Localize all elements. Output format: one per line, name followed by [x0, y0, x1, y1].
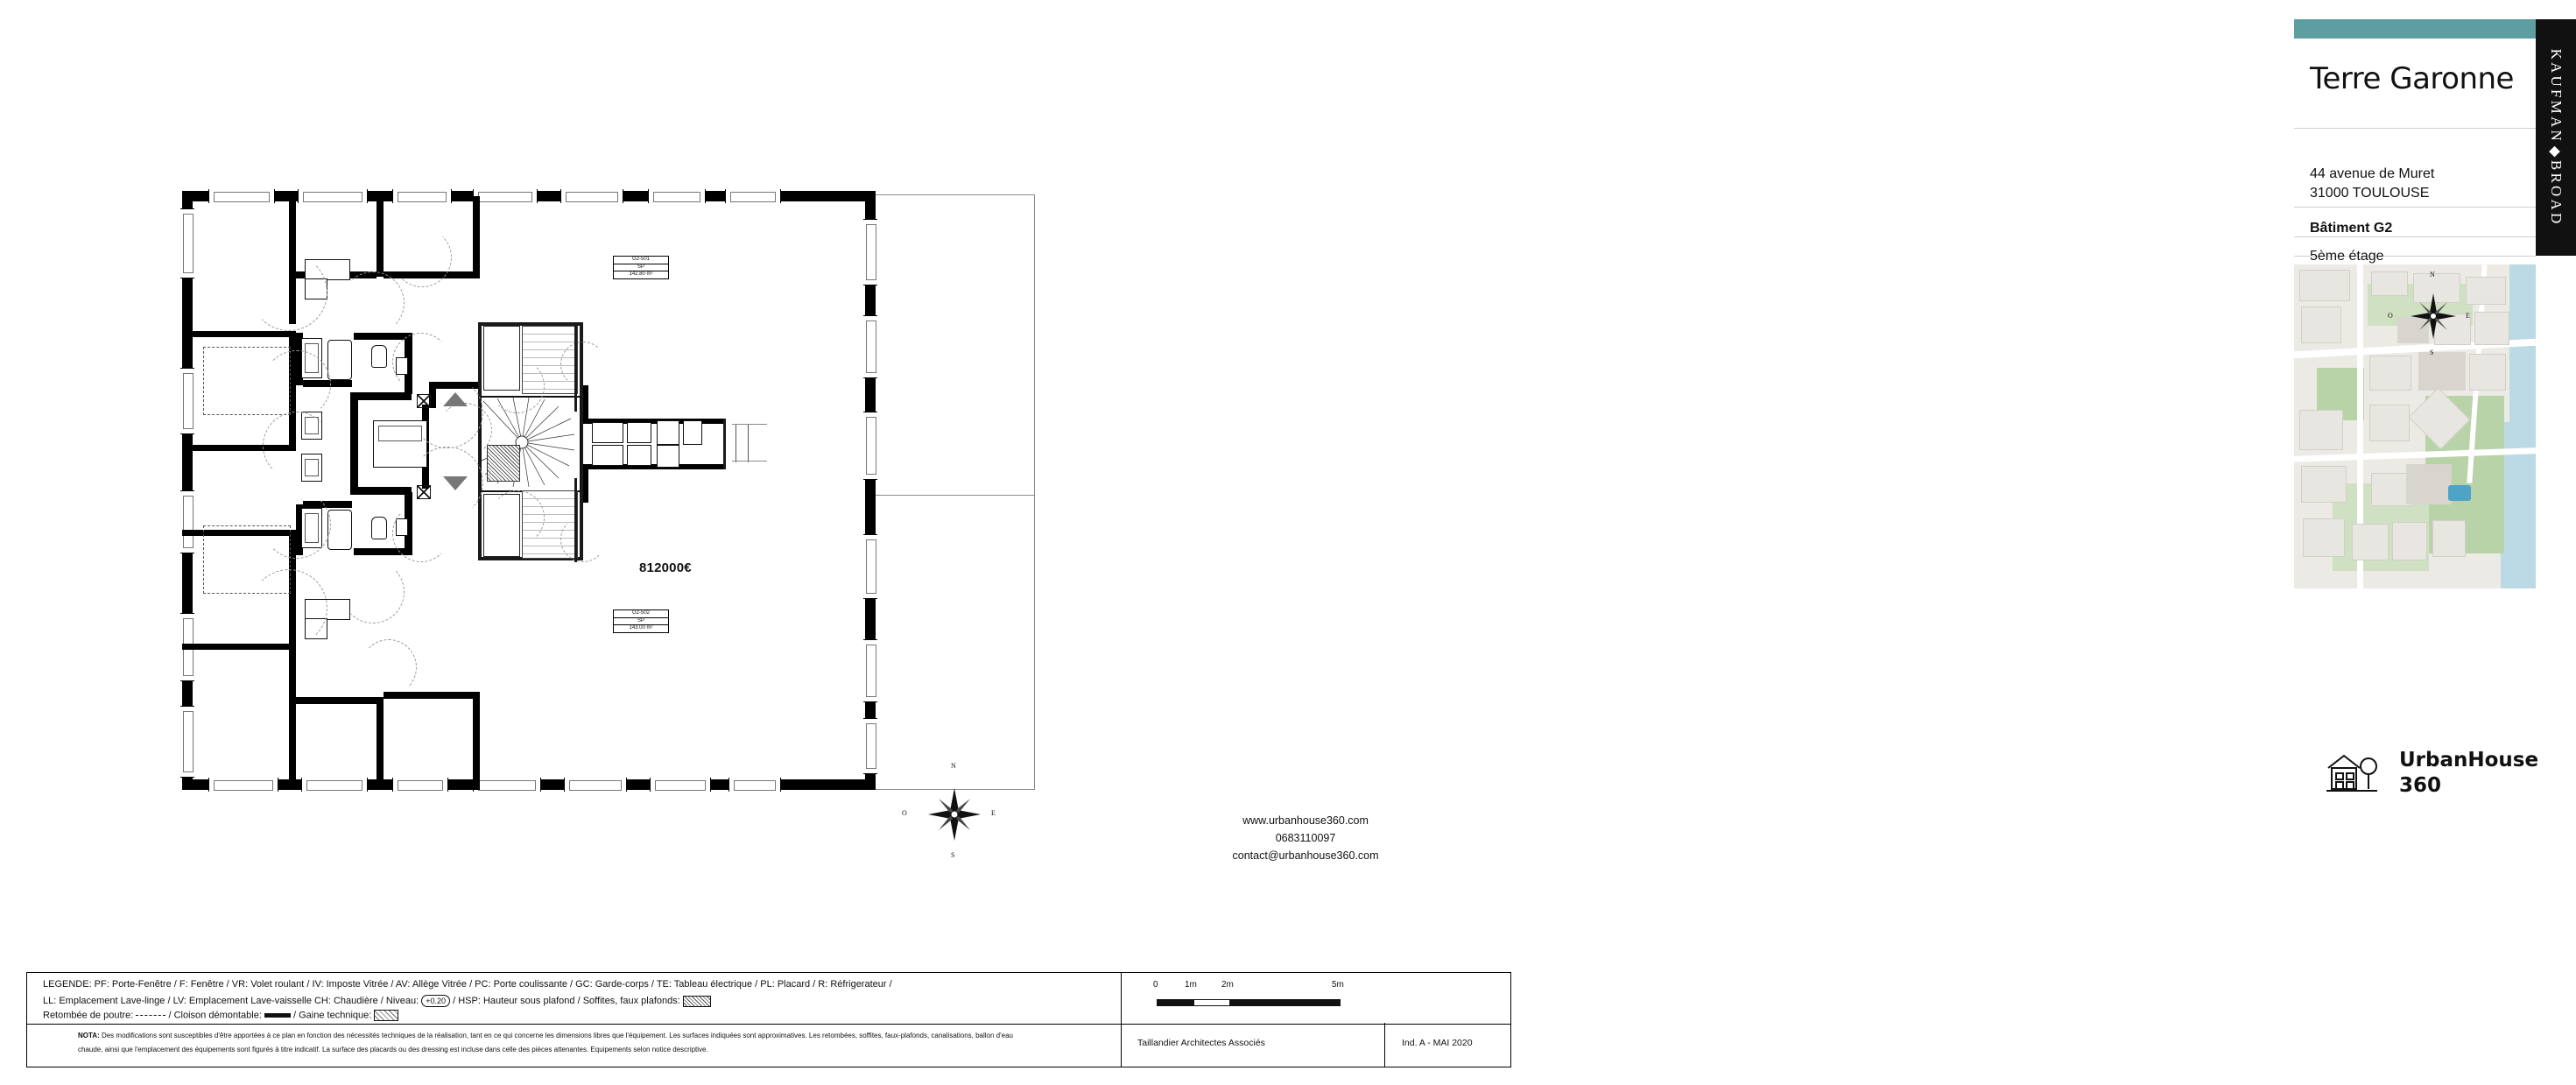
nota-label: NOTA:	[78, 1032, 100, 1039]
legend-line-2-text-b: / HSP: Hauteur sous plafond / Soffites, faux plafonds:	[453, 995, 680, 1006]
compass-icon	[911, 771, 998, 858]
sitemap-compass-rose	[2388, 271, 2471, 356]
window-frame	[866, 645, 876, 697]
partition-swatch	[264, 1013, 291, 1018]
corridor-wall	[723, 419, 726, 469]
partition	[574, 478, 577, 562]
door-swing-arc	[361, 639, 417, 695]
technical-shaft-icon	[417, 394, 431, 408]
window-frame	[655, 780, 706, 791]
map-building	[2301, 306, 2341, 343]
kaufman-broad-logo-band	[2536, 19, 2576, 256]
interior-wall	[377, 697, 384, 790]
nota-text-1: Des modifications sont susceptibles d'être apportées à ce plan en fonction des nécessités techniques de la réalisation, tant en ce qui concerne les dimensions libres que l'équipement. Les surfaces indiquées sont approximatives. Les retombées, soffites, faux-plafonds, canalisations, ballon d'eau	[99, 1032, 1014, 1039]
map-building	[2369, 356, 2411, 391]
door-swing-arc	[341, 560, 405, 624]
toilet	[371, 517, 387, 539]
partition	[574, 324, 577, 412]
core-wall	[350, 392, 358, 494]
divider	[1384, 1023, 1385, 1067]
interior-wall	[377, 196, 384, 277]
map-building	[2392, 522, 2427, 560]
legend-line-3-text-c: / Gaine technique:	[293, 1010, 372, 1021]
window-frame	[730, 192, 776, 202]
beam-dash-swatch	[136, 1015, 165, 1016]
scale-seg-3	[1230, 999, 1341, 1006]
scale-graphic	[1118, 973, 1507, 1024]
technical-duct	[657, 445, 679, 468]
duct-hatch-swatch	[374, 1010, 398, 1021]
up-arrow-icon	[443, 392, 468, 406]
window-frame	[183, 214, 194, 273]
legend-block	[26, 972, 1122, 1025]
map-building	[2301, 466, 2347, 503]
unit-type: SP	[614, 618, 668, 626]
technical-shaft-icon	[417, 485, 431, 499]
compass-west-label: O	[2388, 312, 2393, 320]
window-frame	[398, 780, 443, 791]
technical-duct	[627, 422, 651, 443]
map-pool	[2448, 485, 2471, 501]
architect-credit: Taillandier Architectes Associés	[1137, 1038, 1265, 1048]
bed-pillow	[378, 426, 422, 441]
legend-line-3	[43, 1010, 398, 1021]
corridor-wall	[583, 468, 588, 503]
duct-line	[748, 424, 749, 462]
reference-line	[865, 495, 1035, 496]
page-title: Terre Garonne	[2310, 61, 2514, 96]
shower	[327, 340, 352, 380]
corridor-wall	[583, 385, 588, 420]
unit-area: 142.80 m²	[629, 271, 653, 277]
level-badge: +0.20	[421, 995, 450, 1007]
compass-east-label: E	[2466, 312, 2470, 320]
divider	[2294, 236, 2536, 237]
interior-wall	[182, 331, 296, 337]
window-frame	[566, 192, 618, 202]
floor-label: 5ème étage	[2310, 249, 2384, 264]
core-wall	[350, 487, 412, 495]
entry-mat	[487, 445, 520, 482]
price-label: 812000€	[639, 560, 692, 575]
nota-line-1	[78, 1032, 1013, 1039]
window-frame	[569, 780, 622, 791]
compass-north-label: N	[951, 762, 956, 770]
door-swing-arc	[560, 517, 606, 562]
shower	[327, 510, 352, 550]
duct-line	[735, 424, 736, 462]
compass-south-label: S	[2430, 349, 2434, 356]
map-building	[2303, 518, 2345, 557]
technical-duct	[627, 445, 651, 466]
map-building	[2299, 270, 2350, 301]
door-swing-arc	[341, 271, 405, 335]
window-frame	[478, 780, 536, 791]
map-building	[2299, 410, 2343, 450]
map-building	[2466, 277, 2506, 305]
window-frame	[866, 417, 876, 475]
address-line-1: 44 avenue de Muret	[2310, 166, 2435, 181]
compass-east-label: E	[991, 809, 996, 817]
window-frame	[734, 780, 776, 791]
agency-suffix: 360	[2399, 774, 2442, 797]
map-building-highlight	[2406, 464, 2452, 504]
window-frame	[183, 373, 194, 429]
window-frame	[183, 496, 194, 548]
scale-tick-2m: 2m	[1221, 980, 1234, 990]
floor-plan-drawing	[0, 0, 1138, 972]
scale-tick-0: 0	[1153, 980, 1158, 990]
revision-label: Ind. A - MAI 2020	[1402, 1038, 1473, 1048]
divider	[2294, 128, 2536, 129]
down-arrow-icon	[443, 476, 468, 490]
project-info-card	[2294, 39, 2536, 264]
agency-phone[interactable]: 0683110097	[1275, 832, 1336, 844]
nota-block	[26, 1023, 1122, 1067]
window-frame	[214, 192, 270, 202]
compass-icon	[2396, 278, 2471, 354]
scale-tick-1m: 1m	[1185, 980, 1197, 990]
legend-line-2-text-a: LL: Emplacement Lave-linge / LV: Emplacement Lave-vaisselle CH: Chaudière / Niveau:	[43, 995, 419, 1006]
agency-name: UrbanHouse	[2399, 749, 2539, 771]
technical-duct	[683, 420, 702, 445]
divider	[2294, 207, 2536, 208]
technical-duct	[592, 422, 623, 443]
elevator-shaft	[483, 326, 520, 391]
legend-line-3-text-a: Retombée de poutre:	[43, 1010, 134, 1021]
unit-code: G2-502	[614, 610, 668, 618]
technical-duct	[592, 445, 623, 466]
agency-website[interactable]: www.urbanhouse360.com	[1242, 814, 1369, 827]
map-building	[2469, 354, 2506, 391]
interior-wall	[473, 196, 480, 277]
diamond-icon	[2550, 146, 2561, 158]
map-building	[2369, 405, 2410, 441]
legend-line-2	[43, 995, 711, 1007]
window-frame	[653, 192, 700, 202]
unit-type: SP	[614, 264, 668, 272]
scale-bar-block	[1121, 972, 1511, 1025]
legend-line-3-text-b: / Cloison démontable:	[168, 1010, 262, 1021]
map-building-highlight	[2418, 352, 2466, 391]
core-wall	[350, 392, 412, 400]
compass-west-label: O	[902, 809, 907, 817]
scale-seg-1	[1157, 999, 1193, 1006]
window-frame	[866, 224, 876, 280]
unit-label-g2-501	[613, 256, 669, 279]
window-frame	[214, 780, 273, 791]
reference-line	[876, 194, 1035, 195]
door-swing-arc	[392, 228, 452, 287]
agency-email[interactable]: contact@urbanhouse360.com	[1232, 849, 1379, 862]
reference-line	[1034, 194, 1035, 790]
nota-line-2: chaude, ainsi que l'emplacement des équipements sont figurés à titre indicatif. La surface des placards ou des dressing est incluse dans celle des pièces attenantes. Equipements selon notice descriptive.	[78, 1046, 708, 1053]
interior-wall	[182, 644, 296, 650]
plan-compass-rose	[902, 762, 998, 859]
window-frame	[306, 780, 362, 791]
window-frame	[398, 192, 447, 202]
window-frame	[866, 723, 876, 769]
compass-south-label: S	[951, 851, 955, 859]
technical-duct	[657, 420, 679, 445]
map-building	[2432, 520, 2466, 557]
interior-wall	[384, 692, 480, 699]
unit-label-g2-502	[613, 609, 669, 633]
window-frame	[478, 192, 532, 202]
scale-seg-2	[1193, 999, 1230, 1006]
door-swing-arc	[392, 504, 450, 562]
compass-north-label: N	[2430, 271, 2435, 278]
urbanhouse-logo-icon	[2325, 749, 2390, 798]
duct-line	[732, 424, 767, 425]
window-frame	[866, 321, 876, 373]
kaufman-broad-label: KAUFMANBROAD	[2548, 48, 2565, 227]
interior-wall	[429, 382, 478, 389]
interior-wall	[289, 650, 296, 790]
window-frame	[866, 539, 876, 594]
building-label: Bâtiment G2	[2310, 221, 2393, 236]
toilet	[371, 345, 387, 368]
map-building	[2474, 312, 2509, 345]
interior-wall	[303, 501, 352, 508]
address-line-2: 31000 TOULOUSE	[2310, 186, 2430, 201]
window-frame	[303, 192, 362, 202]
credits-block	[1121, 1023, 1511, 1067]
unit-code: G2-501	[614, 257, 668, 264]
legend-line-1: LEGENDE: PF: Porte-Fenêtre / F: Fenêtre / VR: Volet roulant / IV: Imposte Vitrée / AV: Allège Vitrée / PC: Porte coulissante / GC: Garde-corps / TE: Tableau électrique / PL: Placard / R: Réfrigerateur /	[43, 979, 892, 990]
scale-tick-5m: 5m	[1332, 980, 1344, 990]
interior-wall	[296, 697, 377, 704]
window-frame	[183, 711, 194, 772]
soffit-hatch-swatch	[683, 996, 711, 1007]
sink-basin	[305, 459, 319, 476]
door-swing-arc	[560, 342, 606, 387]
unit-area: 143.00 m²	[629, 625, 653, 631]
door-swing-arc	[263, 490, 331, 559]
interior-wall	[473, 697, 480, 790]
accent-bar	[2294, 19, 2536, 39]
title-block-panel	[1138, 0, 2565, 1085]
map-building	[2352, 524, 2389, 560]
